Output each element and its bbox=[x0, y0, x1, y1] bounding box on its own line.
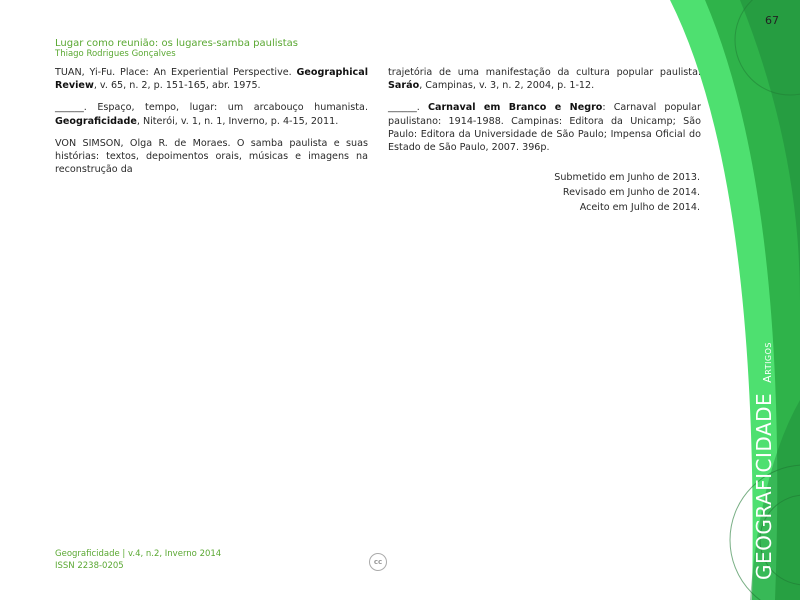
submission-dates bbox=[554, 170, 700, 215]
reference-entry: ______. Carnaval em Branco e Negro: Carnaval popular paulistano: 1914-1988. Campinas: Editora da Unicamp; São Paulo: Editora da Universidade de São Paulo; Impensa Oficial do Estado de São Paulo, 2007. 396p. bbox=[388, 102, 701, 154]
journal-name: GEOGRAFICIDADE bbox=[752, 392, 776, 580]
running-header bbox=[55, 38, 298, 59]
right-column bbox=[388, 66, 701, 163]
reference-entry: TUAN, Yi-Fu. Place: An Experiential Perspective. Geographical Review, v. 65, n. 2, p. 151-165, abr. 1975. bbox=[55, 67, 368, 92]
submitted-date: Submetido em Junho de 2013. bbox=[554, 172, 700, 183]
page-number: 67 bbox=[765, 14, 779, 27]
section-name: Artigos bbox=[761, 341, 774, 383]
journal-issue: Geograficidade | v.4, n.2, Inverno 2014 bbox=[55, 549, 222, 559]
article-author: Thiago Rodrigues Gonçalves bbox=[55, 49, 176, 59]
issn: ISSN 2238-0205 bbox=[55, 561, 124, 571]
revised-date: Revisado em Junho de 2014. bbox=[562, 187, 700, 198]
journal-sidebar-label bbox=[752, 342, 776, 580]
creative-commons-icon: cc bbox=[369, 553, 387, 571]
reference-entry: ______. Espaço, tempo, lugar: um arcabouço humanista. Geograficidade, Niterói, v. 1, n. 1, Inverno, p. 4-15, 2011. bbox=[55, 102, 368, 127]
reference-entry: trajetória de uma manifestação da cultura popular paulista. Saráo, Campinas, v. 3, n. 2, 2004, p. 1-12. bbox=[388, 67, 701, 92]
left-column bbox=[55, 66, 368, 185]
footer bbox=[55, 548, 221, 572]
reference-entry: VON SIMSON, Olga R. de Moraes. O samba paulista e suas histórias: textos, depoimentos orais, músicas e imagens na reconstrução da bbox=[55, 137, 368, 176]
accepted-date: Aceito em Julho de 2014. bbox=[579, 202, 700, 213]
article-title: Lugar como reunião: os lugares-samba paulistas bbox=[55, 38, 298, 49]
